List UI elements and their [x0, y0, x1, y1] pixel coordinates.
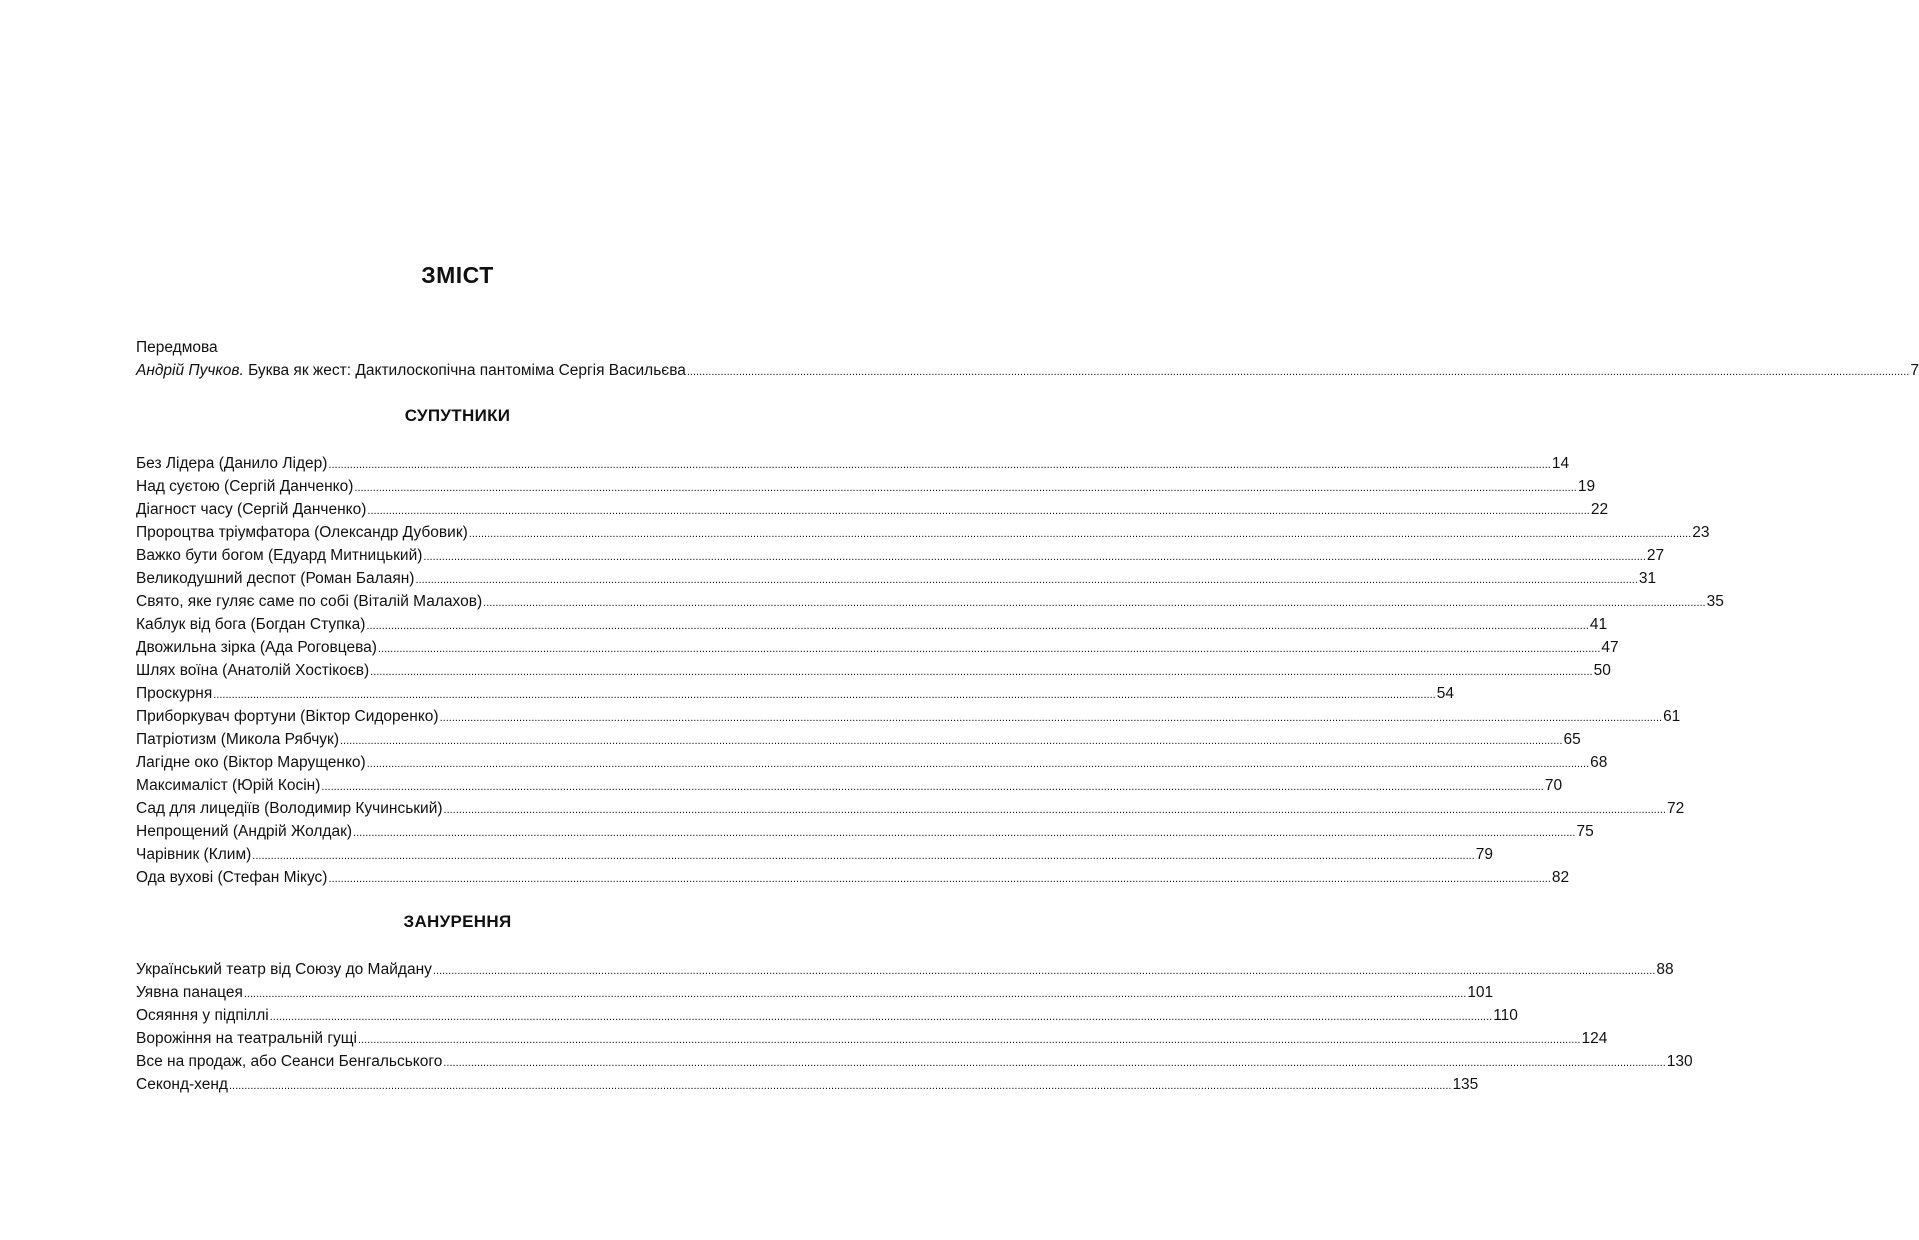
entry-title: Непрощений (Андрій Жолдак): [136, 823, 353, 840]
preface-label: Передмова: [136, 339, 218, 356]
dot-leader: ................................................................................................................................................................................................................................................................................................................................................................................................................: [339, 735, 1563, 747]
toc-entry[interactable]: [136, 1073, 1479, 1096]
toc-entry[interactable]: [136, 544, 1665, 567]
entry-title: Лагідне око (Віктор Марущенко): [136, 754, 366, 771]
section-heading-zanurennia: ЗАНУРЕННЯ: [403, 912, 512, 931]
dot-leader: ................................................................................................................................................................................................................................................................................................................................................................................................................: [358, 1034, 1581, 1046]
preface-block: [136, 336, 1919, 382]
entry-title: Шлях воїна (Анатолій Хостікоєв): [136, 662, 370, 679]
page-number: 65: [1563, 731, 1581, 748]
toc-entry[interactable]: [136, 636, 1619, 659]
dot-leader: ................................................................................................................................................................................................................................................................................................................................................................................................................: [423, 551, 1646, 563]
entry-title: [136, 359, 686, 382]
dot-leader: ................................................................................................................................................................................................................................................................................................................................................................................................................: [483, 597, 1706, 609]
toc-entry[interactable]: [136, 1004, 1518, 1027]
preface-text: Буква як жест: Дактилоскопічна пантоміма Сергія Васильєва: [243, 362, 686, 379]
preface-author: Андрій Пучков.: [136, 362, 244, 379]
toc-entry[interactable]: [136, 659, 1611, 682]
toc-entry[interactable]: [136, 682, 1454, 705]
entry-title: Сад для лицедіїв (Володимир Кучинський): [136, 800, 443, 817]
page-number: 27: [1646, 547, 1665, 564]
toc-entry[interactable]: [136, 797, 1685, 820]
dot-leader: ................................................................................................................................................................................................................................................................................................................................................................................................................: [228, 1080, 1452, 1092]
page-number: 23: [1692, 524, 1710, 541]
toc-entry[interactable]: [136, 843, 1493, 866]
toc-entry[interactable]: [136, 958, 1674, 981]
toc-entry[interactable]: [136, 590, 1724, 613]
page-number: 7: [1910, 362, 1919, 379]
dot-leader: ................................................................................................................................................................................................................................................................................................................................................................................................................: [443, 1057, 1666, 1069]
page-number: 75: [1576, 823, 1594, 840]
page-number: 19: [1577, 478, 1596, 495]
dot-leader: ................................................................................................................................................................................................................................................................................................................................................................................................................: [354, 482, 1577, 494]
page-number: 124: [1581, 1030, 1608, 1047]
toc-entry[interactable]: [136, 981, 1494, 1004]
entry-title: Все на продаж, або Сеанси Бенгальського: [136, 1053, 443, 1070]
page-number: 101: [1467, 984, 1494, 1001]
entry-title: Чарівник (Клим): [136, 846, 252, 863]
page-number: 88: [1656, 961, 1674, 978]
entry-title: Приборкувач фортуни (Віктор Сидоренко): [136, 708, 439, 725]
entry-title: Максималіст (Юрій Косін): [136, 777, 321, 794]
page-number: 130: [1666, 1053, 1693, 1070]
dot-leader: ................................................................................................................................................................................................................................................................................................................................................................................................................: [443, 804, 1666, 816]
dot-leader: ................................................................................................................................................................................................................................................................................................................................................................................................................: [366, 758, 1590, 770]
toc-entry[interactable]: [136, 452, 1570, 475]
dot-leader: ................................................................................................................................................................................................................................................................................................................................................................................................................: [213, 689, 1436, 701]
page-number: 82: [1551, 869, 1570, 886]
toc-entry[interactable]: [136, 728, 1581, 751]
page-number: 61: [1663, 708, 1681, 725]
toc-entry[interactable]: [136, 567, 1657, 590]
page-number: 47: [1601, 639, 1619, 656]
dot-leader: ................................................................................................................................................................................................................................................................................................................................................................................................................: [353, 827, 1576, 839]
entry-title: Діагност часу (Сергій Данченко): [136, 501, 367, 518]
entry-title: Каблук від бога (Богдан Ступка): [136, 616, 366, 633]
toc-entry[interactable]: [136, 475, 1596, 498]
entry-title: Пророцтва тріумфатора (Олександр Дубовик): [136, 524, 468, 541]
entry-title: Проскурня: [136, 685, 213, 702]
page-number: 50: [1593, 662, 1611, 679]
section-heading-suputnyky: СУПУТНИКИ: [404, 406, 511, 425]
dot-leader: ................................................................................................................................................................................................................................................................................................................................................................................................................: [367, 505, 1590, 517]
dot-leader: ................................................................................................................................................................................................................................................................................................................................................................................................................: [432, 965, 1656, 977]
page-number: 31: [1638, 570, 1657, 587]
page-number: 68: [1590, 754, 1608, 771]
toc-entry[interactable]: [136, 705, 1681, 728]
dot-leader: ................................................................................................................................................................................................................................................................................................................................................................................................................: [468, 528, 1692, 540]
entry-title: Великодушний деспот (Роман Балаян): [136, 570, 415, 587]
entry-title: Ода вухові (Стефан Мікус): [136, 869, 328, 886]
section-entries-suputnyky: [136, 452, 1724, 889]
dot-leader: ................................................................................................................................................................................................................................................................................................................................................................................................................: [370, 666, 1593, 678]
toc-entry[interactable]: [136, 774, 1563, 797]
section-entries-zanurennia: [136, 958, 1693, 1096]
dot-leader: ................................................................................................................................................................................................................................................................................................................................................................................................................: [328, 873, 1551, 885]
page-number: 54: [1436, 685, 1454, 702]
toc-entry[interactable]: [136, 613, 1608, 636]
page-number: 41: [1589, 616, 1608, 633]
toc-entry[interactable]: [136, 498, 1609, 521]
dot-leader: ................................................................................................................................................................................................................................................................................................................................................................................................................: [377, 643, 1601, 655]
page-number: 135: [1452, 1076, 1479, 1093]
toc-entry[interactable]: [136, 751, 1608, 774]
entry-title: Ворожіння на театральній гущі: [136, 1030, 357, 1047]
dot-leader: ................................................................................................................................................................................................................................................................................................................................................................................................................: [243, 988, 1467, 1000]
dot-leader: ................................................................................................................................................................................................................................................................................................................................................................................................................: [415, 574, 1638, 586]
toc-entry[interactable]: [136, 521, 1710, 544]
entry-title: Без Лідера (Данило Лідер): [136, 455, 328, 472]
toc-entry[interactable]: [136, 1027, 1608, 1050]
dot-leader: ................................................................................................................................................................................................................................................................................................................................................................................................................: [366, 620, 1589, 632]
dot-leader: ................................................................................................................................................................................................................................................................................................................................................................................................................: [252, 850, 1475, 862]
page-number: 72: [1667, 800, 1685, 817]
entry-title: Важко бути богом (Едуард Митницький): [136, 547, 423, 564]
page-title: ЗМІСТ: [421, 262, 494, 288]
page-number: 110: [1493, 1007, 1518, 1024]
dot-leader: ................................................................................................................................................................................................................................................................................................................................................................................................................: [321, 781, 1544, 793]
toc-entry-preface[interactable]: [136, 359, 1919, 382]
entry-title: Свято, яке гуляє саме по собі (Віталій Малахов): [136, 593, 483, 610]
dot-leader: ................................................................................................................................................................................................................................................................................................................................................................................................................: [269, 1011, 1493, 1023]
entry-title: Секонд-хенд: [136, 1076, 228, 1093]
toc-entry[interactable]: [136, 820, 1594, 843]
page-number: 70: [1544, 777, 1563, 794]
entry-title: Двожильна зірка (Ада Роговцева): [136, 639, 377, 656]
page-number: 35: [1706, 593, 1724, 610]
entry-title: Над суєтою (Сергій Данченко): [136, 478, 354, 495]
entry-title: Уявна панацея: [136, 984, 243, 1001]
entry-title: Український театр від Союзу до Майдану: [136, 961, 432, 978]
toc-entry[interactable]: [136, 1050, 1693, 1073]
dot-leader: ................................................................................................................................................................................................................................................................................................................................................................................................................: [686, 366, 1910, 378]
page-number: 14: [1551, 455, 1570, 472]
entry-title: Осяяння у підпіллі: [136, 1007, 269, 1024]
dot-leader: ................................................................................................................................................................................................................................................................................................................................................................................................................: [439, 712, 1663, 724]
page-number: 22: [1590, 501, 1609, 518]
toc-entry[interactable]: [136, 866, 1570, 889]
dot-leader: ................................................................................................................................................................................................................................................................................................................................................................................................................: [328, 459, 1551, 471]
entry-title: Патріотизм (Микола Рябчук): [136, 731, 339, 748]
page-number: 79: [1475, 846, 1493, 863]
